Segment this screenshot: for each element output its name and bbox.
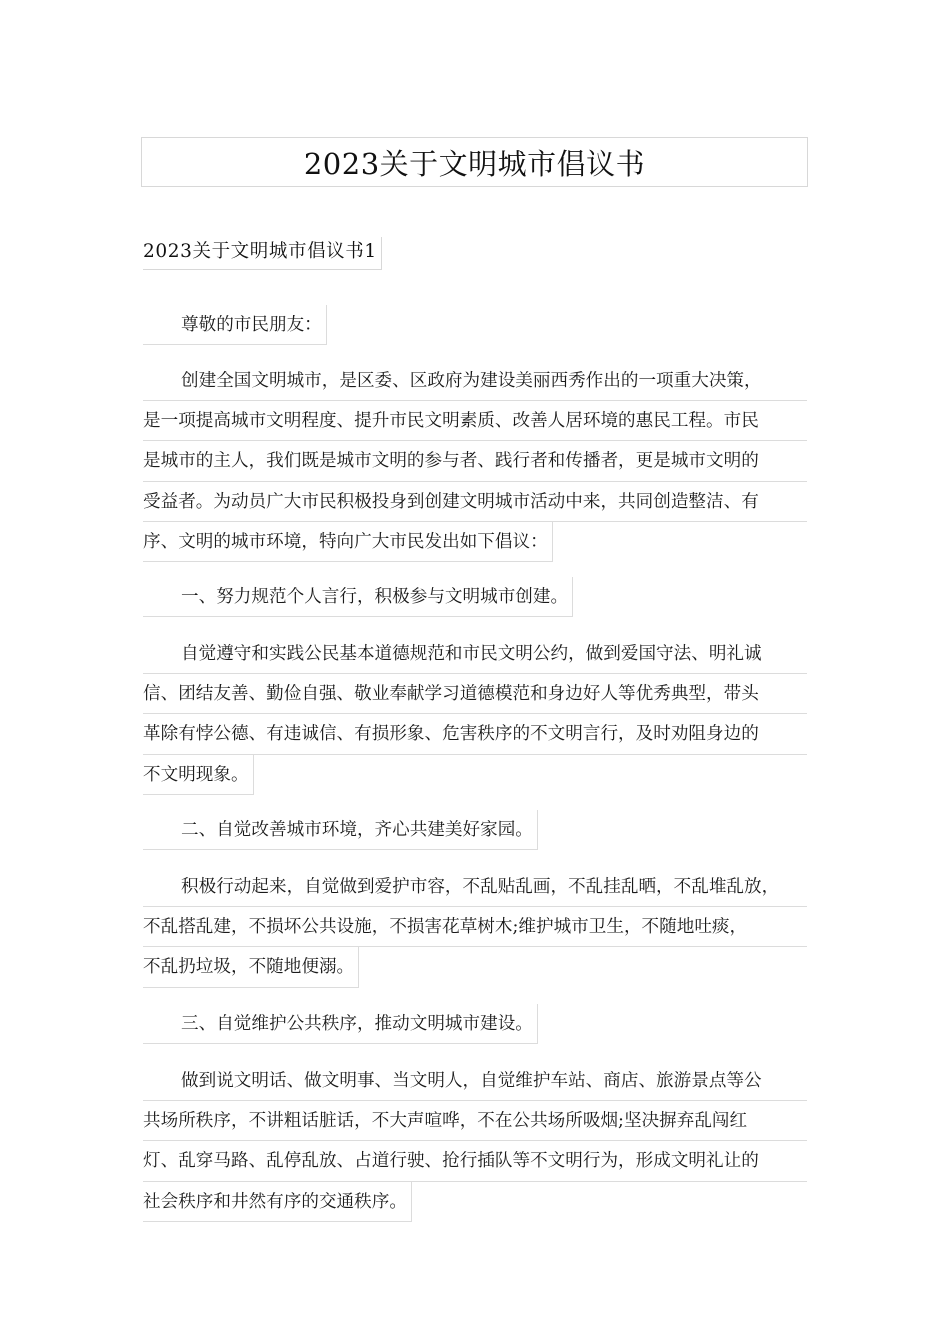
intro-line: 受益者。为动员广大市民积极投身到创建文明城市活动中来，共同创造整洁、有 (143, 482, 807, 522)
item2-line: 积极行动起来，自觉做到爱护市容，不乱贴乱画，不乱挂乱晒，不乱堆乱放， (143, 867, 807, 907)
item2-line: 不乱扔垃圾，不随地便溺。 (143, 947, 359, 987)
item2-paragraph (143, 867, 807, 1003)
intro-line: 是城市的主人，我们既是城市文明的参与者、践行者和传播者，更是城市文明的 (143, 441, 807, 481)
item1-paragraph (143, 634, 807, 810)
item2-heading-paragraph (143, 810, 807, 865)
intro-line: 创建全国文明城市，是区委、区政府为建设美丽西秀作出的一项重大决策， (143, 361, 807, 401)
item3-paragraph (143, 1061, 807, 1237)
salutation: 尊敬的市民朋友： (143, 305, 327, 345)
item1-line: 自觉遵守和实践公民基本道德规范和市民文明公约，做到爱国守法、明礼诚 (143, 634, 807, 674)
item1-line: 不文明现象。 (143, 755, 254, 795)
item3-heading: 三、自觉维护公共秩序，推动文明城市建设。 (143, 1004, 538, 1044)
intro-paragraph (143, 361, 807, 577)
item2-line: 不乱搭乱建，不损坏公共设施，不损害花草树木;维护城市卫生，不随地吐痰， (143, 907, 807, 947)
item3-heading-paragraph (143, 1004, 807, 1059)
section-heading: 2023关于文明城市倡议书1 (143, 237, 382, 270)
item3-line: 共场所秩序，不讲粗话脏话，不大声喧哗，不在公共场所吸烟;坚决摒弃乱闯红 (143, 1101, 807, 1141)
salutation-paragraph (143, 305, 807, 360)
intro-line: 序、文明的城市环境，特向广大市民发出如下倡议： (143, 522, 553, 562)
item2-heading: 二、自觉改善城市环境，齐心共建美好家园。 (143, 810, 538, 850)
item3-line: 社会秩序和井然有序的交通秩序。 (143, 1182, 412, 1222)
item1-heading: 一、努力规范个人言行，积极参与文明城市创建。 (143, 577, 573, 617)
item1-line: 信、团结友善、勤俭自强、敬业奉献学习道德模范和身边好人等优秀典型，带头 (143, 674, 807, 714)
item1-line: 革除有悖公德、有违诚信、有损形象、危害秩序的不文明言行，及时劝阻身边的 (143, 714, 807, 754)
item1-heading-paragraph (143, 577, 807, 632)
document-title: 2023关于文明城市倡议书 (303, 146, 646, 181)
intro-line: 是一项提高城市文明程度、提升市民文明素质、改善人居环境的惠民工程。市民 (143, 401, 807, 441)
item3-line: 做到说文明话、做文明事、当文明人，自觉维护车站、商店、旅游景点等公 (143, 1061, 807, 1101)
title-box (141, 137, 808, 187)
item3-line: 灯、乱穿马路、乱停乱放、占道行驶、抢行插队等不文明行为，形成文明礼让的 (143, 1141, 807, 1181)
